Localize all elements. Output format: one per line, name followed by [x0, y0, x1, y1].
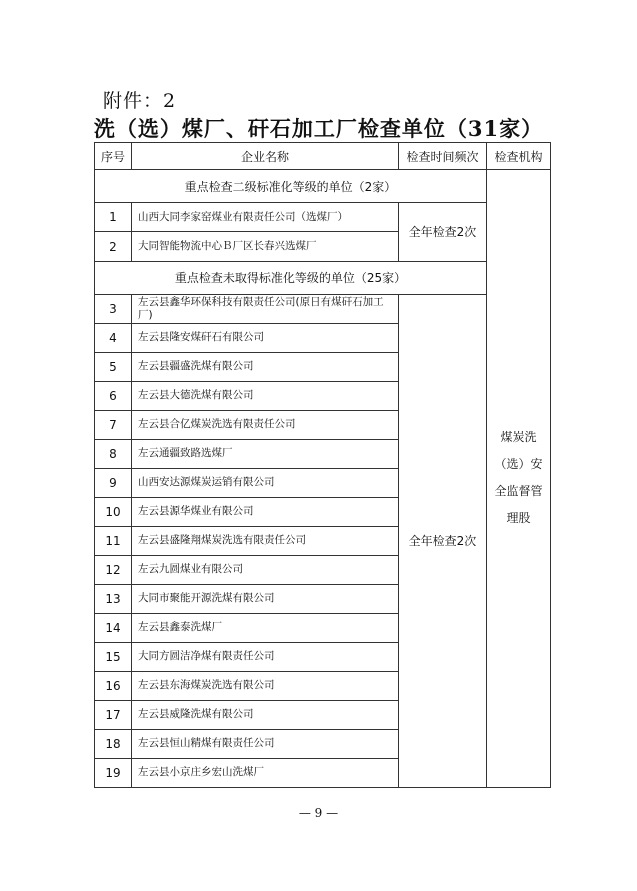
agency-text: 煤炭洗（选）安全监督管理股	[494, 430, 543, 526]
company-name: 左云县恒山精煤有限责任公司	[132, 729, 399, 758]
row-number: 6	[95, 381, 132, 410]
table-header-row	[95, 143, 551, 170]
company-name: 左云县疆盛洗煤有限公司	[132, 352, 399, 381]
company-name: 左云县鑫华环保科技有限责任公司(原日有煤矸石加工厂)	[132, 294, 399, 323]
section1-frequency: 全年检查2次	[399, 203, 487, 262]
company-name: 大同智能物流中心Ｂ厂区长春兴选煤厂	[132, 232, 399, 261]
row-number: 15	[95, 642, 132, 671]
section1-heading: 重点检查二级标准化等级的单位（2家）	[95, 170, 487, 203]
table-body	[95, 170, 551, 788]
row-number: 11	[95, 526, 132, 555]
row-number: 18	[95, 729, 132, 758]
row-number: 1	[95, 203, 132, 232]
company-name: 左云县威隆洗煤有限公司	[132, 700, 399, 729]
section2-heading: 重点检查未取得标准化等级的单位（25家）	[95, 261, 487, 294]
page-number: — 9 —	[298, 806, 339, 820]
row-number: 16	[95, 671, 132, 700]
company-name: 左云县小京庄乡宏山洗煤厂	[132, 758, 399, 787]
header-frequency: 检查时间频次	[399, 143, 487, 170]
company-name: 左云县源华煤业有限公司	[132, 497, 399, 526]
company-name: 左云九圆煤业有限公司	[132, 555, 399, 584]
row-number: 14	[95, 613, 132, 642]
company-name: 大同市聚能开源洗煤有限公司	[132, 584, 399, 613]
row-number: 17	[95, 700, 132, 729]
company-name: 山西安达源煤炭运销有限公司	[132, 468, 399, 497]
row-number: 9	[95, 468, 132, 497]
row-number: 5	[95, 352, 132, 381]
table-row	[95, 203, 551, 232]
company-name: 左云县盛隆翔煤炭洗选有限责任公司	[132, 526, 399, 555]
company-name: 左云县东海煤炭洗选有限公司	[132, 671, 399, 700]
attachment-label: 附件：2	[103, 90, 177, 112]
company-name: 左云县合亿煤炭洗选有限责任公司	[132, 410, 399, 439]
company-name: 大同方圆洁净煤有限责任公司	[132, 642, 399, 671]
row-number: 4	[95, 323, 132, 352]
row-number: 12	[95, 555, 132, 584]
row-number: 10	[95, 497, 132, 526]
header-seq: 序号	[95, 143, 132, 170]
page-title: 洗（选）煤厂、矸石加工厂检查单位（31家）	[93, 116, 544, 141]
row-number: 13	[95, 584, 132, 613]
company-name: 左云通疆致路选煤厂	[132, 439, 399, 468]
company-name: 左云县隆安煤矸石有限公司	[132, 323, 399, 352]
row-number: 3	[95, 294, 132, 323]
section1-heading-row	[95, 170, 551, 203]
row-number: 19	[95, 758, 132, 787]
row-number: 7	[95, 410, 132, 439]
inspection-table	[94, 142, 551, 788]
header-agency: 检查机构	[487, 143, 551, 170]
header-company: 企业名称	[132, 143, 399, 170]
section2-frequency: 全年检查2次	[399, 294, 487, 787]
company-name: 山西大同李家窑煤业有限责任公司（选煤厂）	[132, 203, 399, 232]
row-number: 8	[95, 439, 132, 468]
row-number: 2	[95, 232, 132, 261]
company-name: 左云县鑫泰洗煤厂	[132, 613, 399, 642]
company-name: 左云县大德洗煤有限公司	[132, 381, 399, 410]
table-row	[95, 294, 551, 323]
agency-cell	[487, 170, 551, 788]
section2-heading-row	[95, 261, 551, 294]
